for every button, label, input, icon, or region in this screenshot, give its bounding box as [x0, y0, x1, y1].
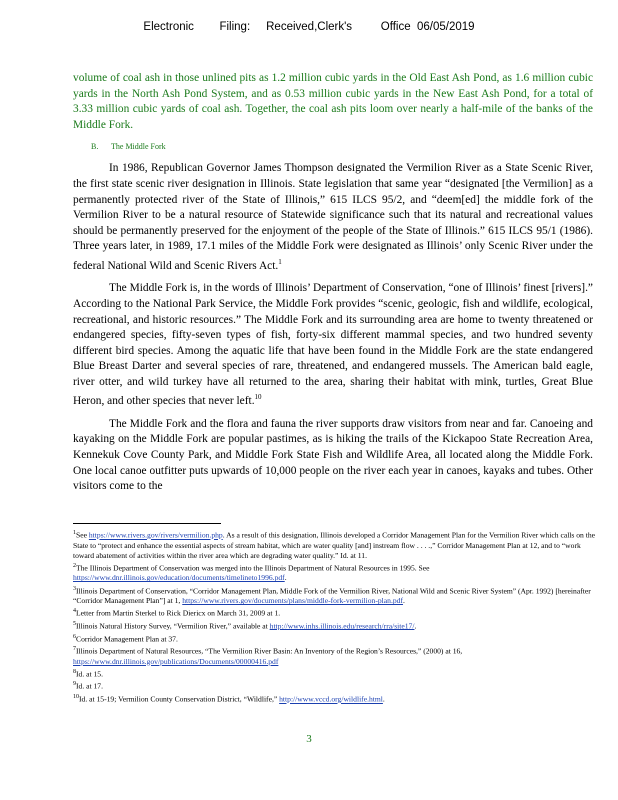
footnotes [73, 528, 598, 705]
footnote-text: The Illinois Department of Conservation was merged into the Illinois Department of Natural Resources in 1995. See [76, 563, 430, 573]
footnote-number: 9 [73, 681, 76, 688]
footnote-text: Id. at 15-19; Vermilion County Conservation District, “Wildlife,” [79, 694, 280, 704]
footnote-number: 7 [73, 646, 76, 653]
footnote-8 [73, 667, 598, 680]
footnote-text: Id. at 17. [76, 682, 103, 691]
footnote-text: Illinois Department of Conservation, “Corridor Management Plan, Middle Fork of the Vermilion River, National Wild and Scenic River System” (Apr. 1992) [hereinafter “Corridor Management Plan”] at 1, [73, 586, 591, 606]
footnote-text: Illinois Natural History Survey, “Vermilion River,” available at [76, 621, 270, 631]
footnote-ref: 10 [254, 393, 262, 402]
footnote-text: See [76, 530, 89, 540]
footnote-4 [73, 606, 598, 619]
paragraph-visitors: The Middle Fork and the flora and fauna the river supports draw visitors from near and far. Canoeing and kayaking on the Middle Fork are popular pastimes, as is hiking the trails of the Kickapoo State Recreation Area, Kennekuk Cove County Park, and Middle Fork State Fish and Wildlife Area, all located along the Middle Fork. One local canoe outfitter puts upwards of 10,000 people on the river each year in canoes, kayaks and tubes. Other visitors come to the [73, 417, 593, 493]
footnote-link[interactable]: https://www.rivers.gov/documents/plans/middle-fork-vermilion-plan.pdf [182, 596, 403, 606]
section-title: The Middle Fork [111, 142, 166, 152]
footnote-2 [73, 561, 598, 584]
footnote-number: 3 [73, 585, 76, 592]
footnote-text-end: . [382, 694, 385, 704]
footnote-number: 8 [73, 668, 76, 675]
footnote-text-end: . As a result of this designation, Illinois developed a Corridor Management Plan for the Vermilion River which calls on the State to “protect and enhance the essential aspects of stream habitat, which are water quality [and] instream flow . . . .,” Corridor Management Plan at 12, and to “work toward abatement of activities within the river area which are degrading water quality.” Id. at 11. [73, 530, 596, 560]
page-number: 3 [306, 733, 312, 745]
footnote-6 [73, 632, 598, 645]
footnote-9 [73, 679, 598, 692]
document-body [73, 71, 593, 495]
paragraph-scenic-river [73, 161, 593, 274]
footnote-text: Illinois Department of Natural Resources, “The Vermilion River Basin: An Inventory of the Region’s Resources,” (2000) at 16, [76, 646, 463, 656]
footnote-link[interactable]: https://www.dnr.illinois.gov/publications/Documents/00000416.pdf [73, 656, 279, 666]
footnote-link[interactable]: https://www.dnr.illinois.gov/education/documents/timelineto1996.pdf [73, 573, 285, 583]
footnote-1 [73, 528, 598, 561]
section-heading [91, 142, 593, 151]
paragraph-text: The Middle Fork is, in the words of Illinois’ Department of Conservation, “one of Illinois’ finest [rivers].” According to the National Park Service, the Middle Fork provides “scenic, geologic, fish and wildlife, ecological, recreational, and historic resources.” The Middle Fork and its surrounding area are home to twenty threatened or endangered species, fifty-seven types of fish, forty-six different mammal species, and two hundred seventy different bird species. Among the aquatic life that have been found in the Middle Fork are the state endangered Blue Breast Darter and several species of rare, threatened, and endangered mussels. The American bald eagle, river otter, and wild turkey have all returned to the area, sharing their habitat with mink, turtles, Great Blue Heron, and other species that never left. [73, 282, 593, 408]
footnote-number: 4 [73, 608, 76, 615]
footnote-text-end: . [284, 573, 287, 583]
footnote-text: Id. at 15. [76, 669, 103, 679]
footnote-text: Corridor Management Plan at 37. [76, 634, 178, 644]
paragraph-text: In 1986, Republican Governor James Thompson designated the Vermilion River as a State Scenic River, the first state scenic river designation in Illinois. State legislation that same year “designated [the Vermilion] as a permanently protected river of the State of Illinois,” 615 ILCS 95/2, and “deem[ed] the middle fork of the Vermilion River to be a natural resource of Statewide significance such that its natural and recreational values should be permanently preserved for the enjoyment of the people of the State of Illinois.” 615 ILCS 95/1 (1986). Three years later, in 1989, 17.1 miles of the Middle Fork were designated as Illinois’ only Scenic River under the federal National Wild and Scenic Rivers Act. [73, 162, 593, 272]
footnote-7 [73, 644, 598, 667]
footnote-link[interactable]: http://www.inhs.illinois.edu/research/rra/site17/ [269, 621, 415, 631]
footnote-link[interactable]: https://www.rivers.gov/rivers/vermilion.php [88, 530, 223, 540]
paragraph-middle-fork-species [73, 281, 593, 410]
footnote-number: 10 [73, 694, 79, 701]
footnote-number: 2 [73, 562, 76, 569]
paragraph-coal-ash-volume: volume of coal ash in those unlined pits as 1.2 million cubic yards in the Old East Ash Pond, as 1.6 million cubic yards in the North Ash Pond System, and as 0.53 million cubic yards in the New East Ash Pond, for a total of 3.33 million cubic yards of coal ash. Together, the coal ash pits loom over nearly a half-mile of the banks of the Middle Fork. [73, 72, 593, 131]
footnote-link[interactable]: http://www.vccd.org/wildlife.html [279, 694, 383, 704]
footnote-5 [73, 619, 598, 632]
footnote-text-end: . [402, 596, 405, 606]
footnote-number: 6 [73, 633, 76, 640]
section-letter: B. [91, 142, 99, 152]
footnote-3 [73, 584, 598, 607]
footnote-10 [73, 692, 598, 705]
footnote-number: 1 [73, 530, 76, 536]
footnote-text: Letter from Martin Sterkel to Rick Diericx on March 31, 2009 at 1. [76, 608, 281, 618]
footnote-divider [73, 523, 221, 524]
filing-header: Electronic Filing: Received,Clerk's Office 06/05/2019 [143, 21, 475, 33]
footnote-text-end: . [414, 621, 417, 631]
footnote-ref: 1 [278, 257, 282, 266]
footnote-number: 5 [73, 620, 76, 627]
